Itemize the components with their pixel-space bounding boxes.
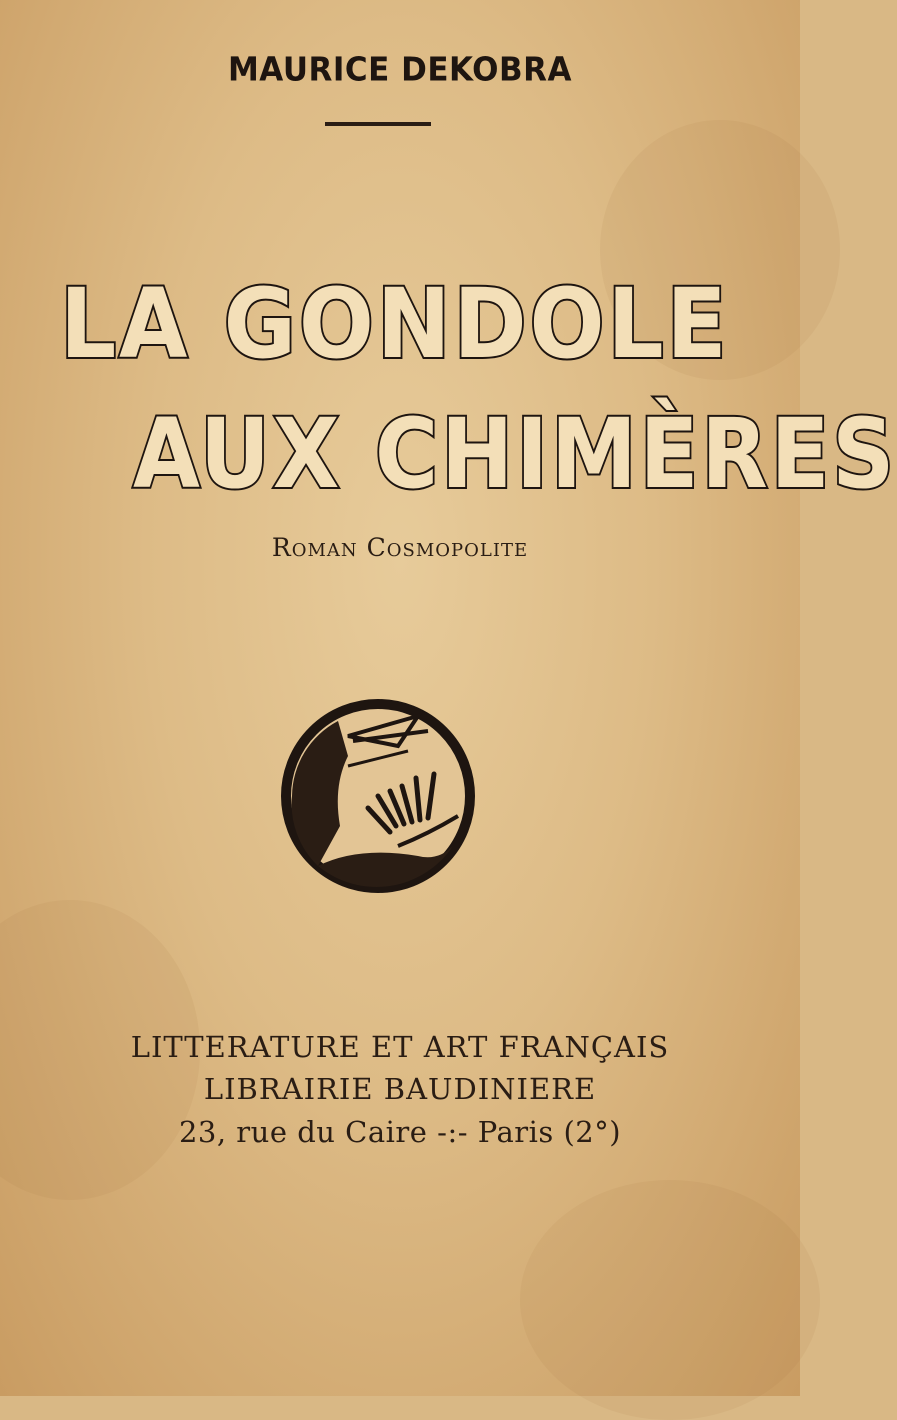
title-line-2: AUX CHIMÈRES	[133, 398, 897, 510]
publisher-address: 23, rue du Caire -:- Paris (2°)	[178, 1115, 622, 1149]
publisher-name: LIBRAIRIE BAUDINIERE	[203, 1072, 597, 1106]
publisher-series: LITTERATURE ET ART FRANÇAIS	[130, 1030, 670, 1064]
author-name: MAURICE DEKOBRA	[227, 51, 573, 89]
publisher-emblem-icon	[278, 696, 478, 896]
title-line-1: LA GONDOLE	[60, 268, 730, 380]
divider-rule	[325, 122, 431, 126]
paper-stain	[520, 1180, 820, 1420]
subtitle: Roman Cosmopolite	[271, 533, 529, 562]
